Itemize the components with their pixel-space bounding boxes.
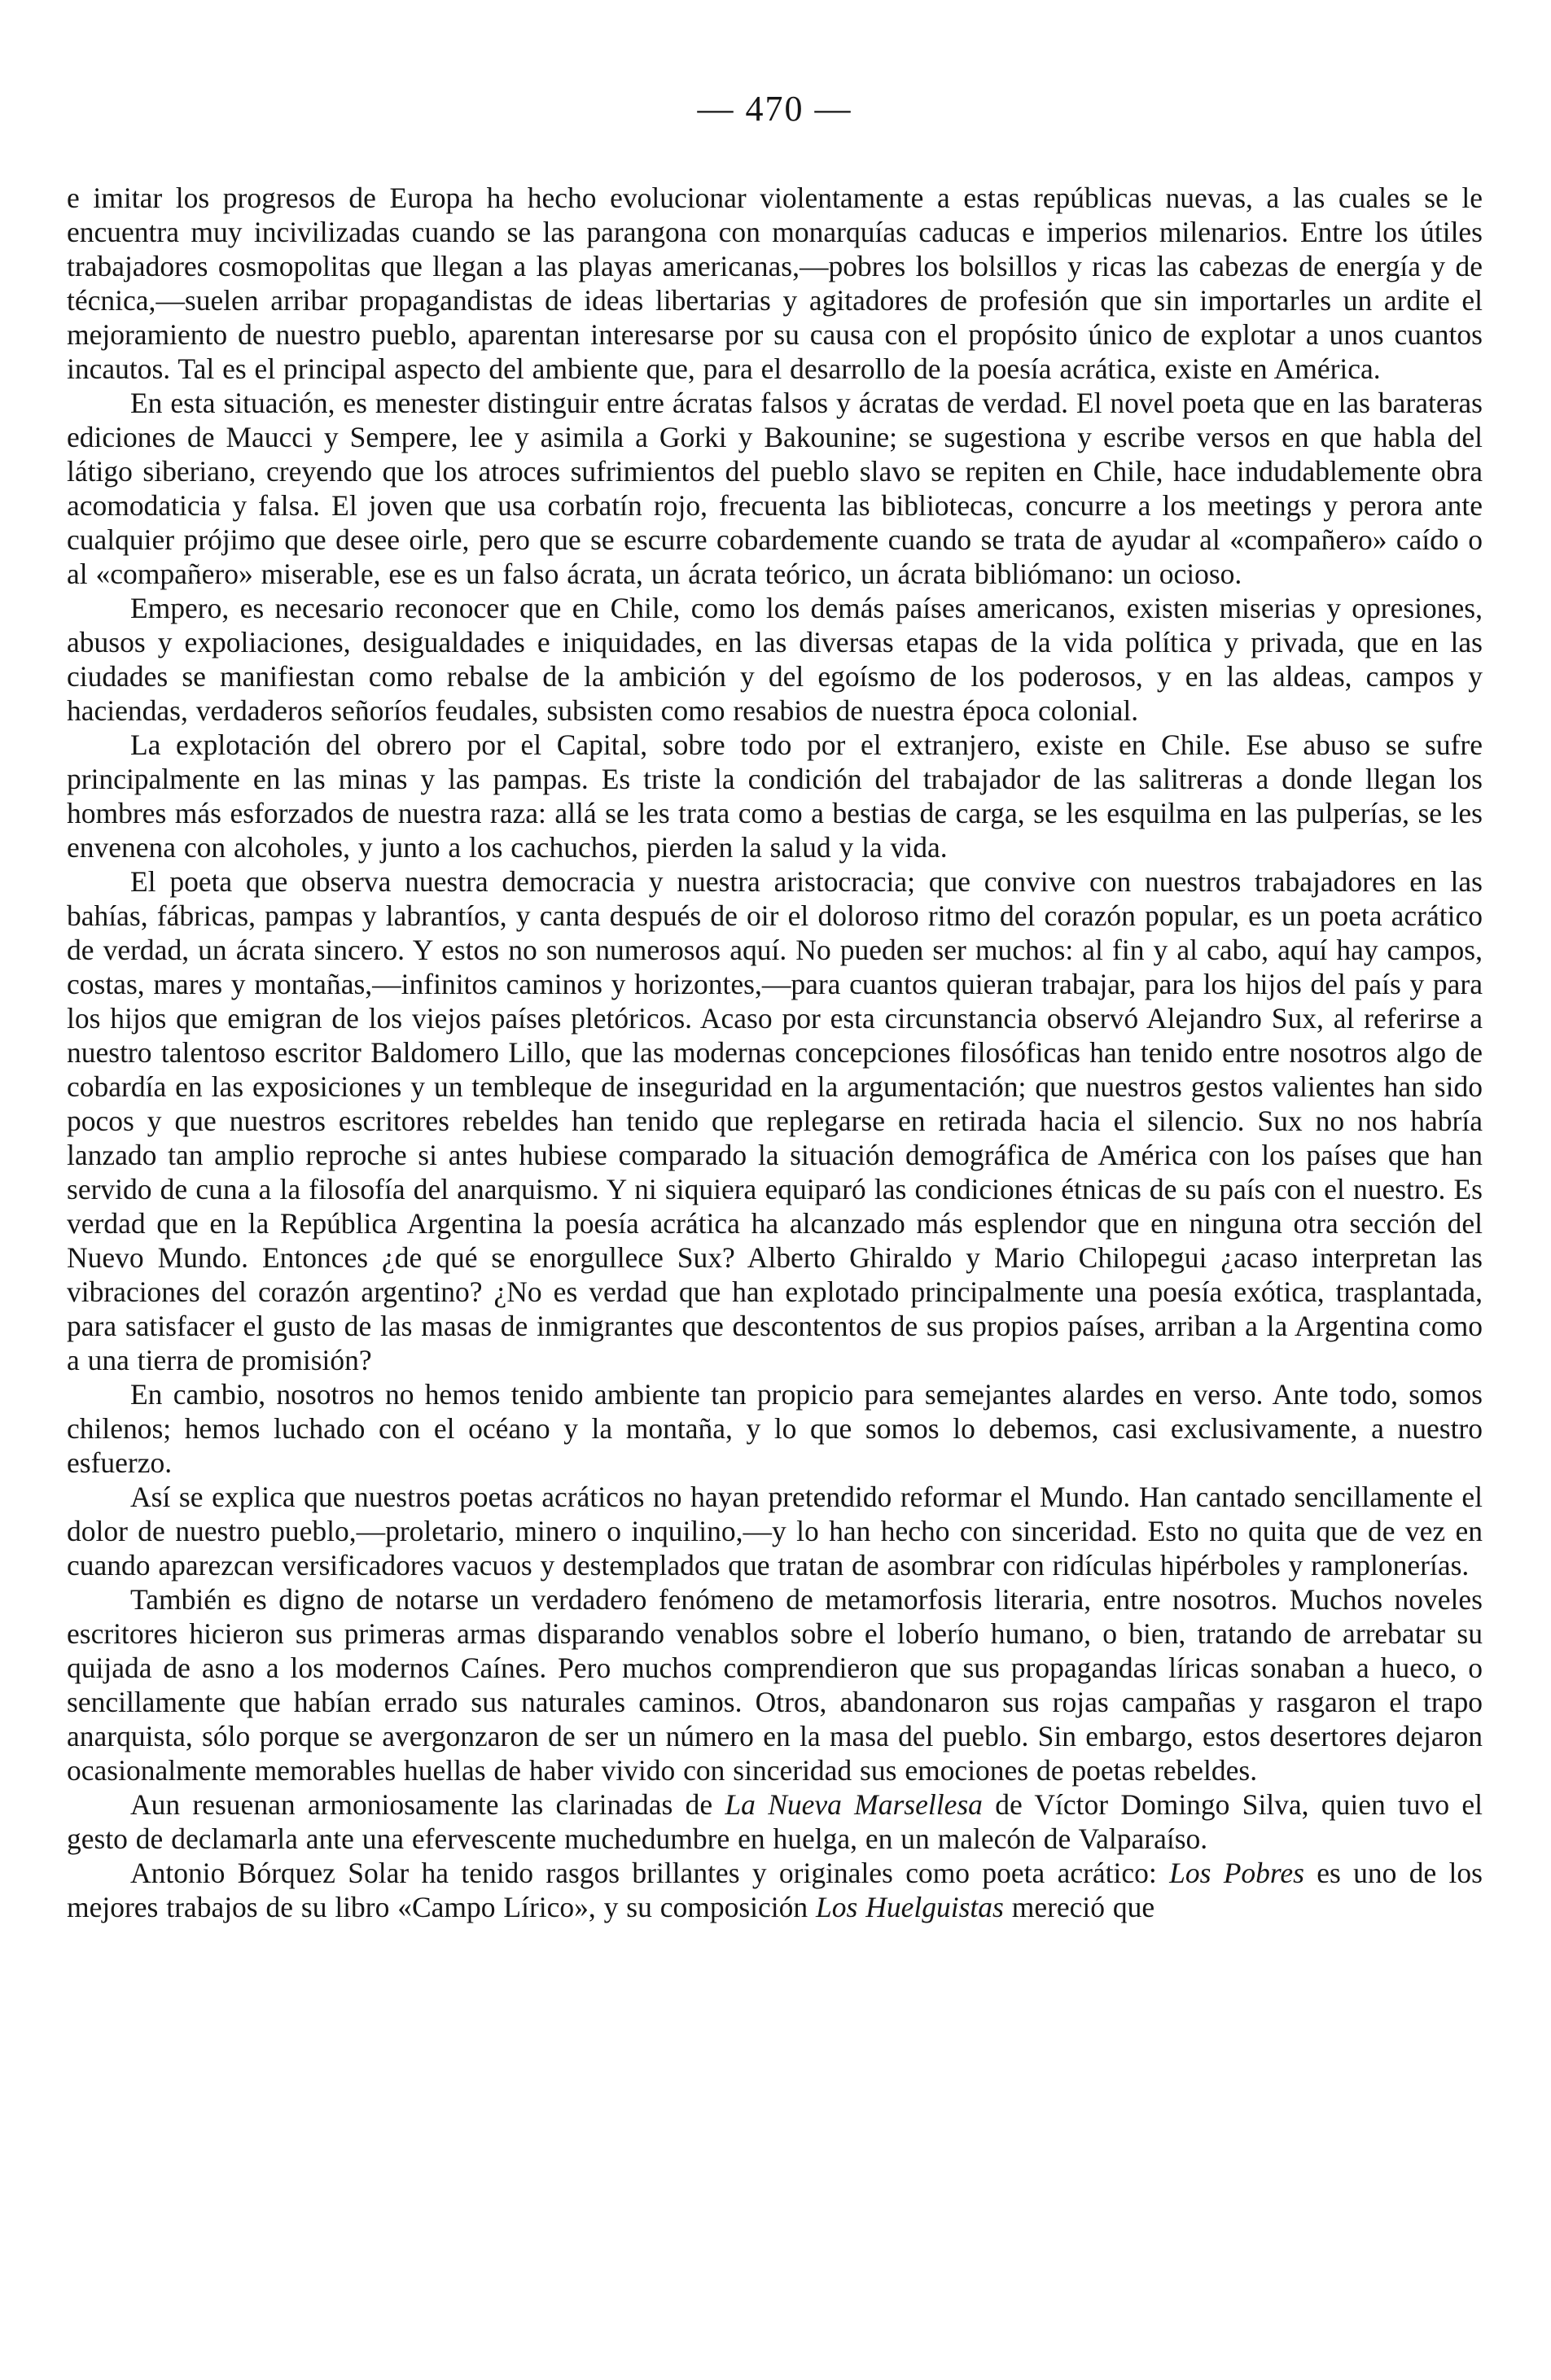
paragraph-3: Empero, es necesario reconocer que en Chile, como los demás países americanos, existen miserias y opresiones, abusos y expoliaciones, desigualdades e iniquidades, en las diversas etapas de la vida política y privada, que en las ciudades se manifiestan como rebalse de la ambición y del egoísmo de los poderosos, y en las aldeas, campos y haciendas, verdaderos señoríos feudales, subsisten como resabios de nuestra época colonial. [67, 592, 1483, 727]
paragraph-10-text-end: mereció que [1003, 1891, 1155, 1923]
body-text [67, 181, 1483, 1924]
paragraph-9 [67, 1787, 1483, 1856]
paragraph-9-text-end: de Víctor Domingo Silva, quien tuvo el gesto de declamarla ante una efervescente muchedumbre en huelga, en un malecón de Valparaíso. [67, 1788, 1483, 1855]
paragraph-7: Así se explica que nuestros poetas acráticos no hayan pretendido reformar el Mundo. Han cantado sencillamente el dolor de nuestro pueblo,—proletario, minero o inquilino,—y lo han hecho con sinceridad. Esto no quita que de vez en cuando aparezcan versificadores vacuos y destemplados que tratan de asombrar con ridículas hipérboles y ramplonerías. [67, 1481, 1483, 1582]
paragraph-10-text-start: Antonio Bórquez Solar ha tenido rasgos brillantes y originales como poeta acrático: [130, 1857, 1170, 1889]
paragraph-8: También es digno de notarse un verdadero fenómeno de metamorfosis literaria, entre nosotros. Muchos noveles escritores hicieron sus primeras armas disparando venablos sobre el loberío humano, o bien, tratando de arrebatar su quijada de asno a los modernos Caínes. Pero muchos comprendieron que sus propagandas líricas sonaban a hueco, o sencillamente que habían errado sus naturales caminos. Otros, abandonaron sus rojas campañas y rasgaron el trapo anarquista, sólo porque se avergonzaron de ser un número en la masa del pueblo. Sin embargo, estos desertores dejaron ocasionalmente memorables huellas de haber vivido con sinceridad sus emociones de poetas rebeldes. [67, 1583, 1483, 1787]
page-number: — 470 — [697, 89, 852, 129]
paragraph-5: El poeta que observa nuestra democracia y nuestra aristocracia; que convive con nuestros trabajadores en las bahías, fábricas, pampas y labrantíos, y canta después de oir el doloroso ritmo del corazón popular, es un poeta acrático de verdad, un ácrata sincero. Y estos no son numerosos aquí. No pueden ser muchos: al fin y al cabo, aquí hay campos, costas, mares y montañas,—infinitos caminos y horizontes,—para cuantos quieran trabajar, para los hijos del país y para los hijos que emigran de los viejos países pletóricos. Acaso por esta circunstancia observó Alejandro Sux, al referirse a nuestro talentoso escritor Baldomero Lillo, que las modernas concepciones filosóficas han tenido entre nosotros algo de cobardía en las exposiciones y un tembleque de inseguridad en la argumentación; que nuestros gestos valientes han sido pocos y que nuestros escritores rebeldes han tenido que replegarse en retirada hacia el silencio. Sux no nos habría lanzado tan amplio reproche si antes hubiese comparado la situación demográfica de América con los países que han servido de cuna a la filosofía del anarquismo. Y ni siquiera equiparó las condiciones étnicas de su país con el nuestro. Es verdad que en la República Argentina la poesía acrática ha alcanzado más esplendor que en ninguna otra sección del Nuevo Mundo. Entonces ¿de qué se enorgullece Sux? Alberto Ghiraldo y Mario Chilopegui ¿acaso interpretan las vibraciones del corazón argentino? ¿No es verdad que han explotado principalmente una poesía exótica, trasplantada, para satisfacer el gusto de las masas de inmigrantes que descontentos de sus propios países, arriban a la Argentina como a una tierra de promisión? [67, 865, 1483, 1376]
paragraph-6: En cambio, nosotros no hemos tenido ambiente tan propicio para semejantes alardes en verso. Ante todo, somos chilenos; hemos luchado con el océano y la montaña, y lo que somos lo debemos, casi exclusivamente, a nuestro esfuerzo. [67, 1378, 1483, 1479]
paragraph-1: e imitar los progresos de Europa ha hecho evolucionar violentamente a estas repúblicas nuevas, a las cuales se le encuentra muy incivilizadas cuando se las parangona con monarquías caducas e imperios milenarios. Entre los útiles trabajadores cosmopolitas que llegan a las playas americanas,—pobres los bolsillos y ricas las cabezas de energía y de técnica,—suelen arribar propagandistas de ideas libertarias y agitadores de profesión que sin importarles un ardite el mejoramiento de nuestro pueblo, aparentan interesarse por su causa con el propósito único de explotar a unos cuantos incautos. Tal es el principal aspecto del ambiente que, para el desarrollo de la poesía acrática, existe en América. [67, 182, 1483, 385]
title-los-pobres: Los Pobres [1169, 1857, 1304, 1889]
title-los-huelguistas: Los Huelguistas [816, 1891, 1004, 1923]
paragraph-10 [67, 1856, 1483, 1924]
paragraph-9-text-start: Aun resuenan armoniosamente las clarinadas de [130, 1788, 725, 1821]
paragraph-10-text-middle: es uno de los mejores trabajos de su libro «Campo Lírico», y su composición [67, 1857, 1483, 1923]
paragraph-4: La explotación del obrero por el Capital, sobre todo por el extranjero, existe en Chile. Ese abuso se sufre principalmente en las minas y las pampas. Es triste la condición del trabajador de las salitreras a donde llegan los hombres más esforzados de nuestra raza: allá se les trata como a bestias de carga, se les esquilma en las pulperías, se les envenena con alcoholes, y junto a los cachuchos, pierden la salud y la vida. [67, 728, 1483, 864]
paragraph-2: En esta situación, es menester distinguir entre ácratas falsos y ácratas de verdad. El novel poeta que en las barateras ediciones de Maucci y Sempere, lee y asimila a Gorki y Bakounine; se sugestiona y escribe versos en que habla del látigo siberiano, creyendo que los atroces sufrimientos del pueblo slavo se repiten en Chile, hace indudablemente obra acomodaticia y falsa. El joven que usa corbatín rojo, frecuenta las bibliotecas, concurre a los meetings y perora ante cualquier prójimo que desee oirle, pero que se escurre cobardemente cuando se trata de ayudar al «compañero» caído o al «compañero» miserable, ese es un falso ácrata, un ácrata teórico, un ácrata bibliómano: un ocioso. [67, 387, 1483, 590]
title-la-nueva-marsellesa: La Nueva Marsellesa [725, 1788, 983, 1821]
